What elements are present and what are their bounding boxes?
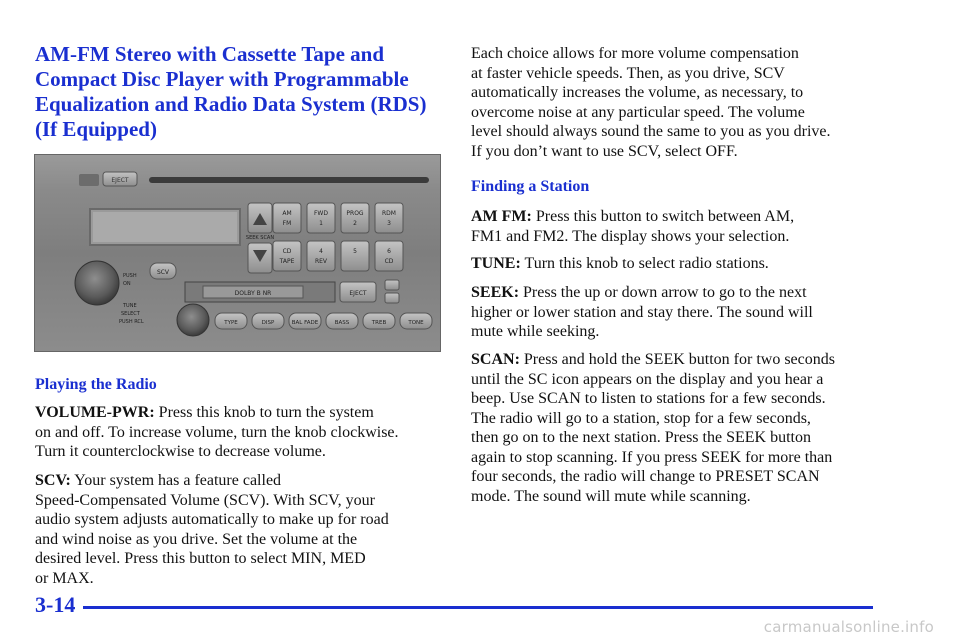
- bottom-button-label: BASS: [334, 320, 350, 326]
- section-heading: [35, 42, 455, 142]
- seek-paragraph: [471, 283, 813, 342]
- heading-line: AM-FM Stereo with Cassette Tape and: [35, 42, 385, 66]
- page-number: 3-14: [35, 592, 76, 617]
- scan-paragraph: [471, 350, 835, 506]
- text-line: Press this button to switch between AM,: [535, 208, 795, 225]
- cd-icon: [79, 174, 99, 186]
- eject-top-label: EJECT: [111, 177, 129, 184]
- seek-scan-label: SEEK SCAN: [245, 235, 275, 241]
- scv-paragraph: [35, 471, 389, 588]
- text-line: Speed-Compensated Volume (SCV). With SCV, your: [35, 491, 375, 509]
- scv-continued-paragraph: [471, 44, 831, 161]
- text-line: overcome noise at any particular speed. The volume: [471, 103, 805, 121]
- finding-station-heading: Finding a Station: [471, 178, 590, 195]
- key-label: 3: [387, 220, 391, 227]
- cd-slot: [149, 177, 429, 183]
- tune-knob[interactable]: [177, 304, 209, 336]
- scv-label: SCV: [156, 269, 170, 276]
- heading-line: (If Equipped): [35, 117, 157, 141]
- text-line: desired level. Press this button to select MIN, MED: [35, 550, 366, 567]
- footer-rule: [83, 606, 873, 609]
- text-line: FM1 and FM2. The display shows your selection.: [471, 227, 790, 245]
- key-label: CD: [384, 258, 394, 265]
- bottom-button-label: BAL FADE: [291, 320, 319, 326]
- volume-knob[interactable]: [75, 261, 119, 305]
- text-line: beep. Use SCAN to listen to stations for a few seconds.: [471, 390, 826, 407]
- key-label: RDM: [382, 210, 396, 217]
- key-label: 1: [319, 220, 323, 227]
- bottom-button-label: TYPE: [224, 320, 238, 326]
- text-line: again to stop scanning. If you press SEEK for more than: [471, 448, 833, 466]
- tune-paragraph: [471, 254, 769, 274]
- eject-tape-label: EJECT: [349, 290, 367, 297]
- radio-faceplate-photo: [34, 154, 441, 352]
- text-line: mute while seeking.: [471, 323, 600, 340]
- term-label: TUNE:: [471, 255, 521, 272]
- heading-line: Compact Disc Player with Programmable: [35, 67, 409, 91]
- text-line: at faster vehicle speeds. Then, as you drive, SCV: [471, 64, 785, 82]
- text-line: automatically increases the volume, as necessary, to: [471, 84, 804, 101]
- key-label: 2: [353, 220, 357, 227]
- text-line: The radio will go to a station, stop for a few seconds,: [471, 409, 811, 427]
- key-label: FM: [282, 220, 292, 227]
- radio-display-glass: [93, 212, 237, 242]
- text-line: Each choice allows for more volume compensation: [471, 45, 799, 62]
- bottom-button-label: TONE: [408, 320, 424, 326]
- term-label: AM FM:: [471, 208, 532, 225]
- text-line: Press the up or down arrow to go to the next: [523, 284, 807, 301]
- text-line: level should always sound the same to you as you drive.: [471, 123, 831, 140]
- playing-radio-heading: Playing the Radio: [35, 376, 157, 393]
- key-label: AM: [282, 210, 292, 217]
- text-line: Press and hold the SEEK button for two seconds: [523, 351, 835, 368]
- text-line: higher or lower station and stay there. The sound will: [471, 303, 813, 321]
- key-label: TAPE: [279, 258, 295, 265]
- volume-pwr-paragraph: [35, 403, 399, 462]
- knob-label: ON: [123, 281, 131, 287]
- tune-label: TUNE: [123, 303, 137, 309]
- text-line: Turn this knob to select radio stations.: [524, 255, 769, 272]
- term-label: SCAN:: [471, 351, 520, 368]
- text-line: audio system adjusts automatically to make up for road: [35, 511, 389, 528]
- watermark: carmanualsonline.info: [763, 618, 934, 636]
- bottom-button-label: TREB: [371, 320, 387, 326]
- text-line: until the SC icon appears on the display and you hear a: [471, 370, 824, 388]
- text-line: Your system has a feature called: [74, 472, 282, 489]
- text-line: and wind noise as you drive. Set the volume at the: [35, 530, 358, 548]
- am-fm-paragraph: [471, 207, 794, 246]
- text-line: four seconds, the radio will change to PRESET SCAN: [471, 468, 820, 485]
- tune-label: SELECT: [121, 311, 140, 317]
- text-line: mode. The sound will mute while scanning.: [471, 487, 751, 505]
- key-label: FWD: [313, 210, 329, 217]
- text-line: or MAX.: [35, 569, 94, 587]
- key-label: PROG: [346, 210, 364, 217]
- term-label: SCV:: [35, 472, 71, 489]
- term-label: SEEK:: [471, 284, 520, 301]
- key-label: 6: [387, 248, 391, 255]
- key-label: 4: [319, 248, 323, 255]
- term-label: VOLUME-PWR:: [35, 404, 155, 421]
- bottom-button-label: DISP: [261, 320, 275, 326]
- knob-label: PUSH: [123, 273, 137, 279]
- text-line: then go on to the next station. Press the SEEK button: [471, 429, 811, 446]
- text-line: Press this knob to turn the system: [158, 404, 374, 421]
- key-label: REV: [314, 258, 328, 265]
- tape-label: DOLBY B NR: [234, 290, 272, 297]
- key-label: CD: [282, 248, 292, 255]
- text-line: If you don’t want to use SCV, select OFF.: [471, 142, 738, 160]
- text-line: on and off. To increase volume, turn the knob clockwise.: [35, 423, 399, 441]
- text-line: Turn it counterclockwise to decrease volume.: [35, 443, 326, 460]
- key-label: 5: [353, 248, 357, 255]
- radio-illustration: [35, 155, 440, 351]
- tune-label: PUSH RCL: [119, 319, 144, 325]
- heading-line: Equalization and Radio Data System (RDS): [35, 92, 427, 116]
